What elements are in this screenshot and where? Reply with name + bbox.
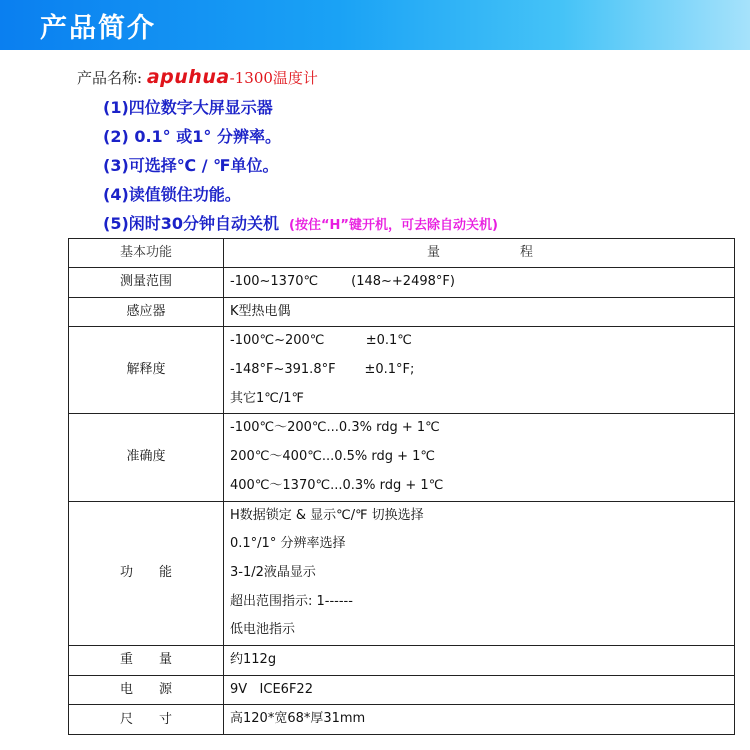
- row-line: 200℃～400℃...0.5% rdg + 1℃: [230, 449, 436, 465]
- header-value-a: 量: [426, 245, 440, 260]
- row-key: 尺 寸: [69, 705, 224, 735]
- row-value: [224, 414, 735, 501]
- row-value: [224, 327, 735, 414]
- row-key: 准确度: [69, 414, 224, 501]
- feature-item: [103, 180, 498, 209]
- feature-note: (按住“H”键开机，可去除自动关机): [289, 218, 498, 233]
- table-row: [69, 414, 735, 501]
- page-title: 产品简介: [40, 13, 156, 44]
- feature-text: (1)四位数字大屏显示器: [103, 98, 273, 117]
- row-line: 超出范围指示: 1------: [230, 593, 353, 609]
- table-row: [69, 327, 735, 414]
- row-key: 感应器: [69, 297, 224, 327]
- table-row: [69, 501, 735, 645]
- row-key: 功 能: [69, 501, 224, 645]
- brand-logo: apuhua: [146, 66, 230, 88]
- row-line: 400℃～1370℃...0.3% rdg + 1℃: [230, 477, 444, 493]
- feature-item: [103, 93, 498, 122]
- table-row: [69, 297, 735, 327]
- feature-item: [103, 151, 498, 180]
- feature-item: [103, 122, 498, 151]
- row-key: 电 源: [69, 675, 224, 705]
- header-key: 基本功能: [69, 239, 224, 268]
- header-banner: [0, 0, 750, 50]
- header-value-b: 程: [520, 245, 534, 260]
- row-value: [224, 501, 735, 645]
- row-line: 9V ICE6F22: [230, 681, 313, 697]
- row-line: K型热电偶: [230, 303, 291, 319]
- table-row: [69, 705, 735, 735]
- header-value: [224, 239, 735, 268]
- row-line: 约112g: [230, 651, 277, 667]
- row-value: [224, 297, 735, 327]
- table-row: [69, 268, 735, 298]
- row-line: -100℃～200℃...0.3% rdg + 1℃: [230, 420, 440, 436]
- row-line: 0.1°/1° 分辨率选择: [230, 536, 346, 552]
- row-key: 重 量: [69, 645, 224, 675]
- feature-item: [103, 209, 498, 238]
- table-row: [69, 675, 735, 705]
- row-line: 其它1℃/1℉: [230, 390, 304, 406]
- product-model: -1300温度计: [229, 69, 318, 87]
- row-line: 低电池指示: [230, 622, 296, 638]
- row-key: 解释度: [69, 327, 224, 414]
- row-value: [224, 675, 735, 705]
- feature-text: (5)闲时30分钟自动关机: [103, 214, 280, 233]
- row-value: [224, 705, 735, 735]
- row-line: -148°F~391.8°F ±0.1°F;: [230, 362, 415, 378]
- spec-table: [68, 238, 735, 735]
- feature-text: (4)读值锁住功能。: [103, 185, 241, 204]
- table-row: [69, 645, 735, 675]
- feature-text: (3)可选择℃ / ℉单位。: [103, 156, 279, 175]
- row-key: 测量范围: [69, 268, 224, 298]
- row-line: H数据锁定 & 显示℃/℉ 切换选择: [230, 507, 424, 523]
- row-line: 3-1/2液晶显示: [230, 564, 316, 580]
- row-line: -100~1370℃ (148~+2498°F): [230, 274, 455, 289]
- feature-text: (2) 0.1° 或1° 分辨率。: [103, 127, 281, 146]
- row-line: -100℃~200℃ ±0.1℃: [230, 333, 412, 349]
- product-name-line: [77, 66, 318, 88]
- row-value: [224, 268, 735, 298]
- row-line: 高120*宽68*厚31mm: [230, 711, 366, 727]
- table-header-row: [69, 239, 735, 268]
- product-name-label: 产品名称:: [77, 69, 143, 87]
- row-value: [224, 645, 735, 675]
- feature-list: [103, 93, 498, 238]
